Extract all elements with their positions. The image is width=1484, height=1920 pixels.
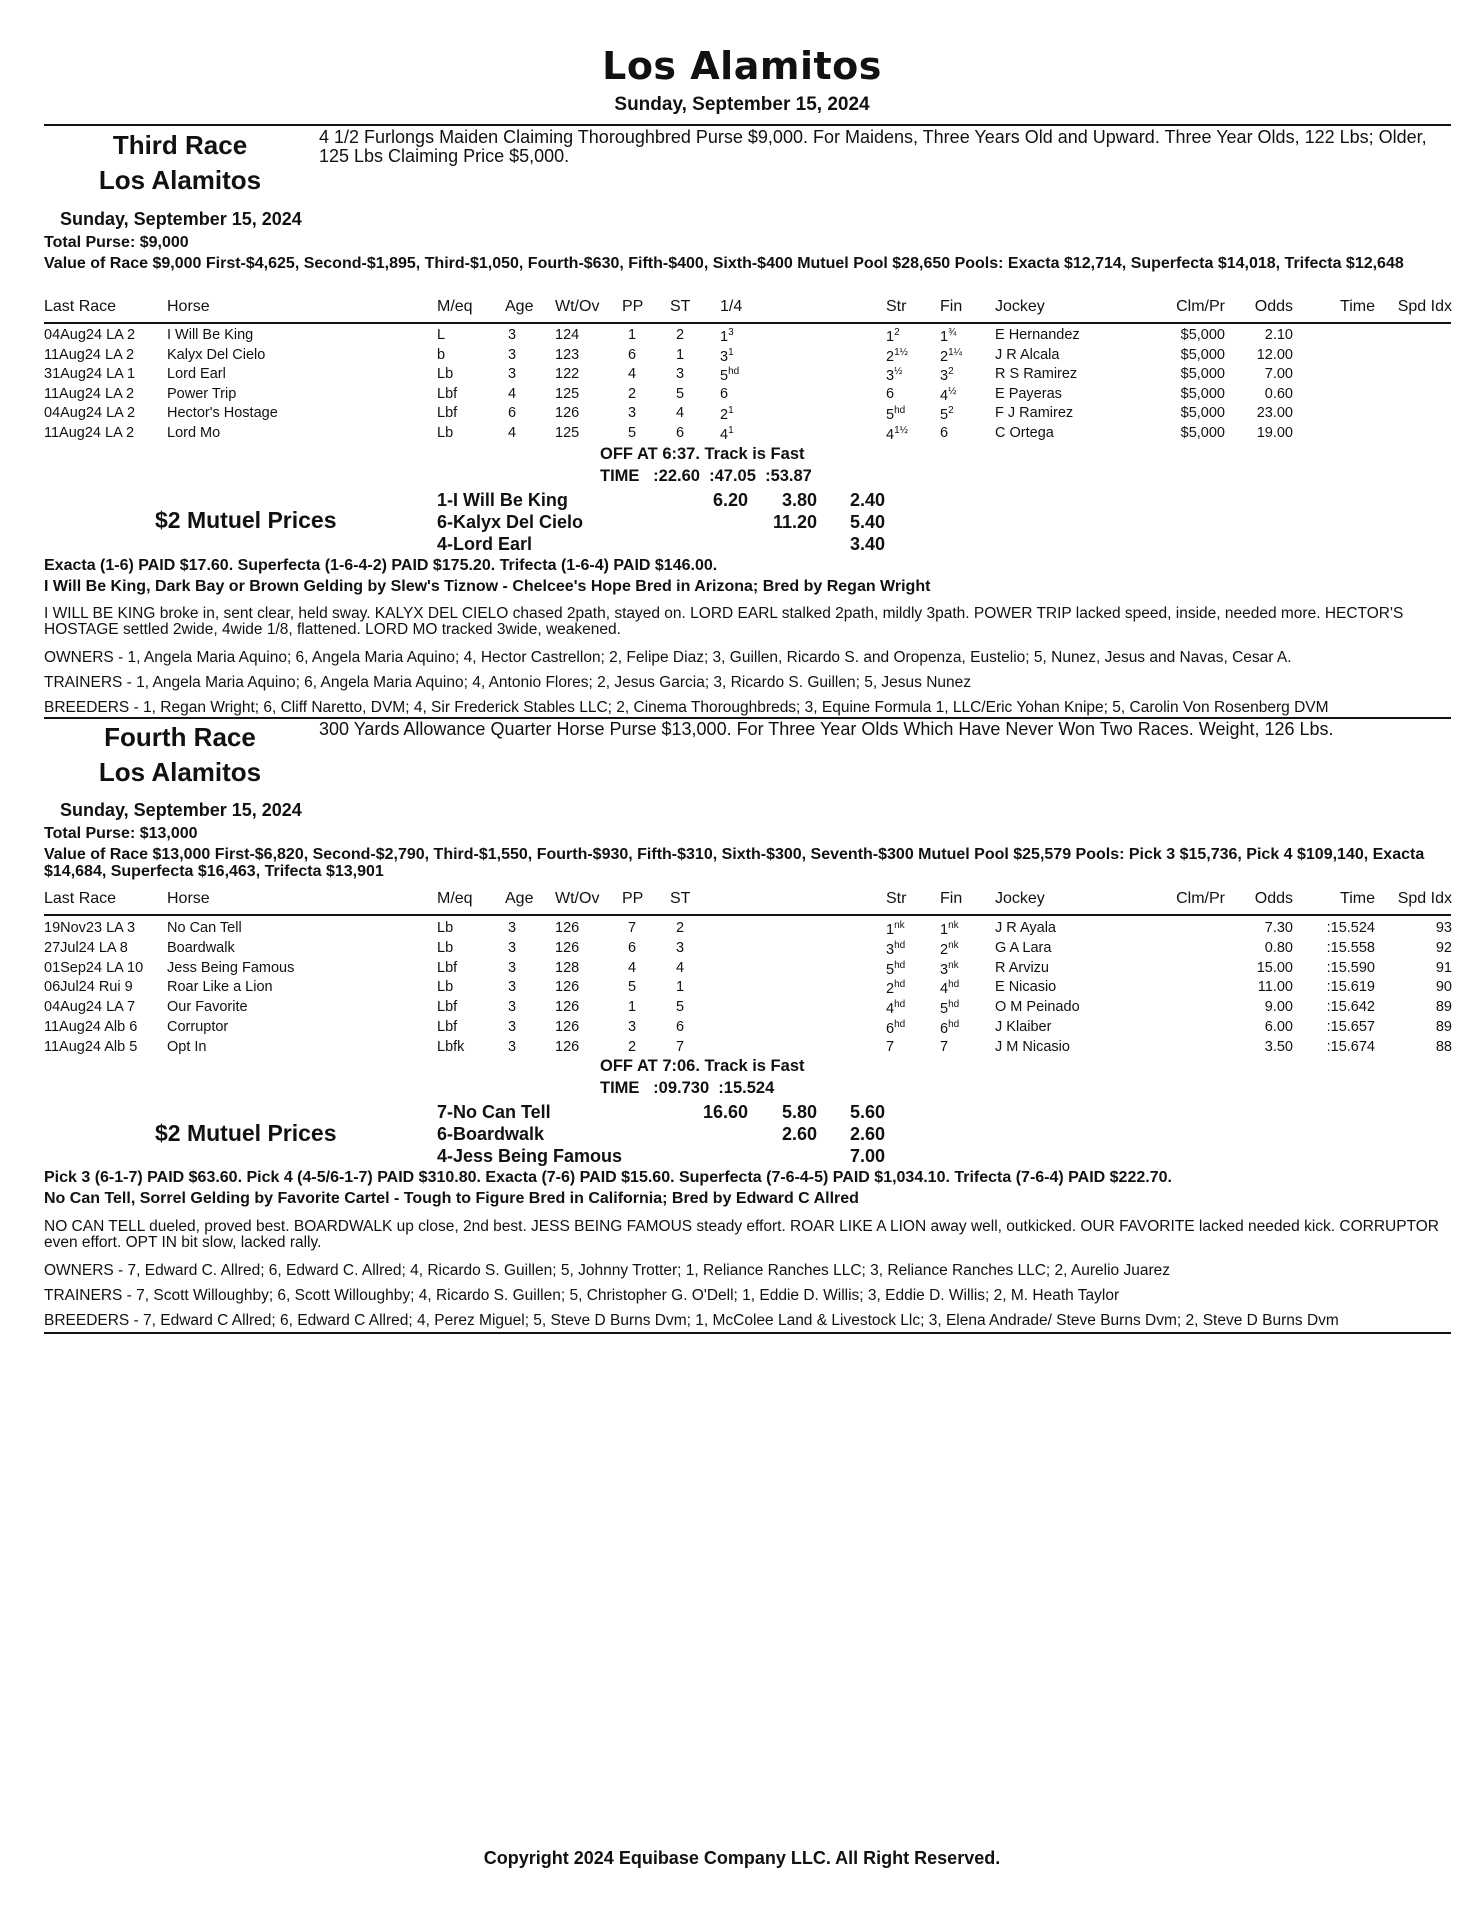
copyright: Copyright 2024 Equibase Company LLC. All Right Reserved. [483, 1848, 1001, 1868]
column-header: Clm/Pr [1176, 890, 1225, 907]
stretch-call-cell: $5^{hd}$ [886, 405, 906, 424]
weight-cell: 122 [555, 366, 580, 383]
horse-cell: I Will Be King [167, 327, 254, 343]
finish-cell: $3^2$ [940, 366, 954, 385]
weight-cell: 124 [555, 327, 580, 343]
st-cell: 4 [676, 959, 685, 976]
claim-price-cell: $5,000 [1180, 346, 1225, 363]
pp-cell: 7 [628, 920, 637, 936]
mutuel-show: 5.40 [849, 512, 885, 532]
jockey-cell: C Ortega [995, 425, 1054, 441]
stretch-call-cell: $4^{1\frac{1}{2}}$ [886, 425, 908, 443]
race4-mutuel-title: $2 Mutuel Prices [155, 1120, 337, 1146]
age-cell: 4 [508, 385, 517, 402]
jockey-cell: J Klaiber [995, 1019, 1052, 1035]
finish-cell: $4^{hd}$ [940, 979, 960, 998]
speed-index-cell: 88 [1435, 1038, 1452, 1055]
race3-trainers: TRAINERS - 1, Angela Maria Aquino; 6, Angela Maria Aquino; 4, Antonio Flores; 2, Jesus Garcia; 3, Ricardo S. Guillen; 5, Jesus Nunez [44, 674, 972, 691]
time-cell: :15.590 [1326, 959, 1375, 976]
odds-cell: 23.00 [1256, 405, 1293, 422]
claim-price-cell: $5,000 [1180, 366, 1225, 383]
quarter-call-cell: $4^1$ [720, 425, 734, 443]
race3-exotics: Exacta (1-6) PAID $17.60. Superfecta (1-6-4-2) PAID $175.20. Trifecta (1-6-4) PAID $146.00. [44, 557, 718, 574]
last-race-cell: 06Jul24 Rui 9 [44, 979, 133, 996]
odds-cell: 3.50 [1264, 1038, 1293, 1055]
quarter-call-cell: $2^1$ [720, 405, 734, 424]
race3-top-rule [44, 124, 1451, 126]
finish-cell: $2^{1\frac{1}{4}}$ [940, 346, 962, 365]
pp-cell: 3 [628, 405, 637, 422]
mutuel-place: 5.80 [781, 1102, 817, 1122]
mutuel-show: 2.40 [849, 490, 885, 510]
weight-cell: 128 [555, 959, 580, 976]
pp-cell: 6 [628, 939, 637, 956]
weight-cell: 125 [555, 425, 580, 441]
race3-total-purse: Total Purse: $9,000 [44, 234, 189, 251]
jockey-cell: R Arvizu [995, 959, 1049, 976]
horse-cell: Opt In [167, 1038, 207, 1055]
weight-cell: 126 [555, 1038, 580, 1055]
race3-title [44, 128, 316, 198]
column-header: Spd Idx [1397, 298, 1452, 315]
stretch-call-cell: $3^{hd}$ [886, 939, 906, 958]
stretch-call-cell: $6^{hd}$ [886, 1019, 906, 1037]
horse-cell: Corruptor [167, 1019, 229, 1035]
st-cell: 3 [676, 939, 685, 956]
column-header: Spd Idx [1397, 890, 1452, 907]
horse-cell: Roar Like a Lion [167, 979, 273, 996]
page-date: Sunday, September 15, 2024 [614, 94, 870, 115]
age-cell: 6 [508, 405, 517, 422]
page-title: Los Alamitos [602, 44, 882, 88]
finish-cell: $1^{nk}$ [940, 920, 959, 938]
pp-cell: 3 [628, 1019, 637, 1035]
column-header: Horse [167, 890, 210, 907]
age-cell: 3 [508, 920, 517, 936]
time-cell: :15.558 [1326, 939, 1375, 956]
time-cell: :15.524 [1326, 920, 1375, 936]
meq-cell: Lb [437, 939, 454, 956]
last-race-cell: 01Sep24 LA 10 [44, 959, 144, 976]
stretch-call-cell: $3^{\frac{1}{2}}$ [886, 366, 903, 385]
stretch-call-cell: $2^{1\frac{1}{2}}$ [886, 346, 908, 365]
speed-index-cell: 92 [1435, 939, 1452, 956]
st-cell: 1 [676, 979, 685, 996]
speed-index-cell: 93 [1435, 920, 1452, 936]
st-cell: 4 [676, 405, 685, 422]
mutuel-horse: 7-No Can Tell [437, 1102, 551, 1122]
race4-header-rule [44, 914, 1451, 916]
claim-price-cell: $5,000 [1180, 405, 1225, 422]
finish-cell: $5^2$ [940, 405, 954, 424]
claim-price-cell: $5,000 [1180, 327, 1225, 343]
meq-cell: b [437, 346, 446, 363]
mutuel-show: 7.00 [849, 1146, 885, 1166]
last-race-cell: 04Aug24 LA 2 [44, 327, 136, 343]
speed-index-cell: 89 [1435, 1019, 1452, 1035]
horse-cell: Jess Being Famous [167, 959, 295, 976]
mutuel-horse: 4-Lord Earl [437, 534, 533, 554]
pp-cell: 5 [628, 425, 637, 441]
horse-cell: Lord Mo [167, 425, 221, 441]
race3-conditions: 4 1/2 Furlongs Maiden Claiming Thoroughbred Purse $9,000. For Maidens, Three Years Old and Upward. Three Year Olds, 122 Lbs; Older, 125 Lbs Claiming Price $5,000. [319, 127, 1427, 166]
st-cell: 2 [676, 327, 685, 343]
st-cell: 1 [676, 346, 685, 363]
horse-cell: Kalyx Del Cielo [167, 346, 266, 363]
time-cell: :15.619 [1326, 979, 1375, 996]
race3-winner-info: I Will Be King, Dark Bay or Brown Gelding by Slew's Tiznow - Chelcee's Hope Bred in Arizona; Bred by Regan Wright [44, 578, 931, 595]
race3-mutuel-title: $2 Mutuel Prices [155, 507, 337, 533]
race4-off-time: OFF AT 7:06. Track is Fast [600, 1057, 805, 1075]
column-header: Fin [940, 890, 963, 907]
odds-cell: 0.60 [1264, 385, 1293, 402]
mutuel-show: 5.60 [849, 1102, 885, 1122]
odds-cell: 12.00 [1256, 346, 1293, 363]
column-header: Odds [1254, 890, 1293, 907]
column-header: M/eq [437, 298, 473, 315]
weight-cell: 126 [555, 979, 580, 996]
age-cell: 3 [508, 327, 517, 343]
horse-cell: Power Trip [167, 385, 237, 402]
age-cell: 3 [508, 939, 517, 956]
st-cell: 5 [676, 999, 685, 1016]
quarter-call-cell: $3^1$ [720, 346, 734, 365]
last-race-cell: 04Aug24 LA 7 [44, 999, 136, 1016]
last-race-cell: 11Aug24 LA 2 [44, 425, 135, 441]
st-cell: 2 [676, 920, 685, 936]
race3-track: Los Alamitos [98, 165, 262, 195]
pp-cell: 4 [628, 959, 637, 976]
time-cell: :15.642 [1326, 999, 1375, 1016]
age-cell: 4 [508, 425, 517, 441]
race4-track: Los Alamitos [98, 757, 262, 787]
meq-cell: Lbfk [437, 1038, 465, 1055]
horse-cell: Lord Earl [167, 366, 226, 383]
odds-cell: 19.00 [1256, 425, 1293, 441]
claim-price-cell: $5,000 [1180, 425, 1225, 441]
column-header: Age [505, 298, 534, 315]
race4-breeders: BREEDERS - 7, Edward C Allred; 6, Edward C Allred; 4, Perez Miguel; 5, Steve D Burns Dvm; 1, McColee Land & Livestock Llc; 3, Elena Andrade/ Steve Burns Dvm; 2, Steve D Burns Dvm [44, 1312, 1339, 1329]
column-header: Str [886, 890, 907, 907]
column-header: Horse [167, 298, 210, 315]
last-race-cell: 19Nov23 LA 3 [44, 920, 136, 936]
column-header: Last Race [44, 890, 117, 907]
meq-cell: Lbf [437, 385, 458, 402]
finish-cell: $1^{\frac{3}{4}}$ [940, 327, 957, 345]
column-header: Time [1340, 298, 1375, 315]
race4-title [44, 720, 316, 790]
st-cell: 6 [676, 1019, 685, 1035]
column-header: Wt/Ov [555, 890, 600, 907]
st-cell: 3 [676, 366, 685, 383]
jockey-cell: E Payeras [995, 385, 1062, 402]
race3-comment: I WILL BE KING broke in, sent clear, held sway. KALYX DEL CIELO chased 2path, stayed on. LORD EARL stalked 2path, mildly 3path. POWER TRIP lacked speed, inside, needed more. HECTOR'S HOSTAGE settled 2wide, 4wide 1/8, flattened. LORD MO tracked 3wide, weakened. [44, 605, 1404, 638]
meq-cell: Lbf [437, 999, 458, 1016]
last-race-cell: 11Aug24 LA 2 [44, 346, 135, 363]
last-race-cell: 27Jul24 LA 8 [44, 939, 128, 956]
race4-owners: OWNERS - 7, Edward C. Allred; 6, Edward C. Allred; 4, Ricardo S. Guillen; 5, Johnny Trotter; 1, Reliance Ranches LLC; 3, Reliance Ranches LLC; 2, Aurelio Juarez [44, 1262, 1170, 1279]
quarter-call-cell: 6 [720, 385, 729, 402]
mutuel-place: 2.60 [781, 1124, 817, 1144]
race4-total-purse: Total Purse: $13,000 [44, 825, 198, 842]
meq-cell: Lb [437, 366, 454, 383]
odds-cell: 7.00 [1264, 366, 1293, 383]
race4-bottom-rule [44, 1332, 1451, 1334]
weight-cell: 126 [555, 999, 580, 1016]
quarter-call-cell: $1^3$ [720, 327, 734, 345]
weight-cell: 123 [555, 346, 580, 363]
horse-cell: No Can Tell [167, 920, 242, 936]
jockey-cell: J R Ayala [995, 920, 1056, 936]
column-header: PP [622, 298, 644, 315]
column-header: ST [670, 890, 691, 907]
jockey-cell: O M Peinado [995, 999, 1080, 1016]
horse-cell: Our Favorite [167, 999, 248, 1016]
weight-cell: 126 [555, 1019, 580, 1035]
stretch-call-cell: $1^2$ [886, 327, 900, 345]
finish-cell: 7 [940, 1038, 949, 1055]
race3-value: Value of Race $9,000 First-$4,625, Second-$1,895, Third-$1,050, Fourth-$630, Fifth-$400, Sixth-$400 Mutuel Pool $28,650 Pools: Exacta $12,714, Superfecta $14,018, Trifecta $12,648 [44, 255, 1404, 272]
meq-cell: Lb [437, 920, 454, 936]
column-header: Wt/Ov [555, 298, 600, 315]
last-race-cell: 11Aug24 LA 2 [44, 385, 135, 402]
mutuel-show: 3.40 [849, 534, 885, 554]
mutuel-place: 3.80 [781, 490, 817, 510]
pp-cell: 1 [628, 999, 637, 1016]
column-header: Jockey [995, 298, 1045, 315]
time-cell: :15.674 [1326, 1038, 1375, 1055]
finish-cell: 6 [940, 425, 949, 441]
st-cell: 7 [676, 1038, 685, 1055]
race3-fractions: TIME :22.60 :47.05 :53.87 [600, 467, 812, 485]
weight-cell: 126 [555, 405, 580, 422]
mutuel-horse: 4-Jess Being Famous [437, 1146, 623, 1166]
column-header: Last Race [44, 298, 117, 315]
meq-cell: Lb [437, 425, 454, 441]
last-race-cell: 11Aug24 Alb 6 [44, 1019, 138, 1035]
time-cell: :15.657 [1326, 1019, 1375, 1035]
odds-cell: 7.30 [1264, 920, 1293, 936]
odds-cell: 15.00 [1256, 959, 1293, 976]
pp-cell: 4 [628, 366, 637, 383]
race4-value: Value of Race $13,000 First-$6,820, Second-$2,790, Third-$1,550, Fourth-$930, Fifth-$310, Sixth-$300, Seventh-$300 Mutuel Pool $25,579 Pools: Pick 3 $15,736, Pick 4 $109,140, Exacta $14,684, Superfecta $16,463, Trifecta $13,901 [44, 846, 1425, 880]
age-cell: 3 [508, 959, 517, 976]
age-cell: 3 [508, 1038, 517, 1055]
mutuel-win: 6.20 [712, 490, 748, 510]
pp-cell: 1 [628, 327, 637, 343]
odds-cell: 6.00 [1264, 1019, 1293, 1035]
finish-cell: $4^{\frac{1}{2}}$ [940, 385, 957, 404]
weight-cell: 126 [555, 939, 580, 956]
meq-cell: Lbf [437, 405, 458, 422]
odds-cell: 9.00 [1264, 999, 1293, 1016]
column-header: Clm/Pr [1176, 298, 1225, 315]
mutuel-win: 16.60 [702, 1102, 748, 1122]
weight-cell: 125 [555, 385, 580, 402]
race4-trainers: TRAINERS - 7, Scott Willoughby; 6, Scott Willoughby; 4, Ricardo S. Guillen; 5, Christopher G. O'Dell; 1, Eddie D. Willis; 3, Eddie D. Willis; 2, M. Heath Taylor [44, 1287, 1120, 1304]
speed-index-cell: 90 [1435, 979, 1452, 996]
meq-cell: L [437, 327, 446, 343]
race3-owners: OWNERS - 1, Angela Maria Aquino; 6, Angela Maria Aquino; 4, Hector Castrellon; 2, Felipe Diaz; 3, Guillen, Ricardo S. and Oropenza, Eustelio; 5, Nunez, Jesus and Navas, Cesar A. [44, 649, 1292, 666]
mutuel-horse: 6-Boardwalk [437, 1124, 545, 1144]
race4-exotics: Pick 3 (6-1-7) PAID $63.60. Pick 4 (4-5/6-1-7) PAID $310.80. Exacta (7-6) PAID $15.60. Superfecta (7-6-4-5) PAID $1,034.10. Trifecta (7-6-4) PAID $222.70. [44, 1169, 1172, 1186]
column-header: PP [622, 890, 644, 907]
meq-cell: Lb [437, 979, 454, 996]
race4-comment: NO CAN TELL dueled, proved best. BOARDWALK up close, 2nd best. JESS BEING FAMOUS steady effort. ROAR LIKE A LION away well, outkicked. OUR FAVORITE lacked needed kick. CORRUPTOR even effort. OPT IN bit slow, lacked rally. [44, 1218, 1439, 1251]
column-header: ST [670, 298, 691, 315]
column-header: Odds [1254, 298, 1293, 315]
finish-cell: $2^{nk}$ [940, 939, 959, 958]
column-header: Time [1340, 890, 1375, 907]
jockey-cell: R S Ramirez [995, 366, 1078, 383]
column-header: Jockey [995, 890, 1045, 907]
column-header: M/eq [437, 890, 473, 907]
horse-cell: Hector's Hostage [167, 405, 278, 422]
race3-breeders: BREEDERS - 1, Regan Wright; 6, Cliff Naretto, DVM; 4, Sir Frederick Stables LLC; 2, Cinema Thoroughbreds; 3, Equine Formula 1, LLC/Eric Yohan Knipe; 5, Carolin Von Rosenberg DVM [44, 699, 1329, 716]
jockey-cell: E Nicasio [995, 979, 1057, 996]
finish-cell: $3^{nk}$ [940, 959, 959, 978]
stretch-call-cell: $5^{hd}$ [886, 959, 906, 978]
st-cell: 6 [676, 425, 685, 441]
mutuel-horse: 1-I Will Be King [437, 490, 568, 510]
column-header: 1/4 [720, 298, 743, 315]
stretch-call-cell: $2^{hd}$ [886, 979, 906, 998]
meq-cell: Lbf [437, 959, 458, 976]
pp-cell: 2 [628, 385, 637, 402]
stretch-call-cell: $4^{hd}$ [886, 999, 906, 1018]
jockey-cell: E Hernandez [995, 327, 1080, 343]
last-race-cell: 11Aug24 Alb 5 [44, 1038, 138, 1055]
pp-cell: 2 [628, 1038, 637, 1055]
race4-winner-info: No Can Tell, Sorrel Gelding by Favorite Cartel - Tough to Figure Bred in California; Bred by Edward C Allred [44, 1190, 859, 1207]
finish-cell: $6^{hd}$ [940, 1019, 960, 1037]
odds-cell: 11.00 [1257, 979, 1293, 996]
horse-cell: Boardwalk [167, 939, 235, 956]
column-header: Age [505, 890, 534, 907]
pp-cell: 5 [628, 979, 637, 996]
mutuel-show: 2.60 [849, 1124, 885, 1144]
mutuel-horse: 6-Kalyx Del Cielo [437, 512, 584, 532]
column-header: Str [886, 298, 907, 315]
jockey-cell: G A Lara [995, 939, 1052, 956]
stretch-call-cell: $1^{nk}$ [886, 920, 905, 938]
age-cell: 3 [508, 346, 517, 363]
last-race-cell: 31Aug24 LA 1 [44, 366, 136, 383]
age-cell: 3 [508, 1019, 517, 1035]
race4-fractions: TIME :09.730 :15.524 [600, 1079, 775, 1097]
race4-conditions: 300 Yards Allowance Quarter Horse Purse $13,000. For Three Year Olds Which Have Never Won Two Races. Weight, 126 Lbs. [319, 719, 1334, 739]
pp-cell: 6 [628, 346, 637, 363]
race4-date: Sunday, September 15, 2024 [60, 800, 302, 820]
odds-cell: 2.10 [1264, 327, 1293, 343]
st-cell: 5 [676, 385, 685, 402]
age-cell: 3 [508, 366, 517, 383]
column-header: Fin [940, 298, 963, 315]
speed-index-cell: 91 [1435, 959, 1452, 976]
race3-date: Sunday, September 15, 2024 [60, 209, 302, 229]
speed-index-cell: 89 [1435, 999, 1452, 1016]
jockey-cell: J M Nicasio [995, 1038, 1070, 1055]
jockey-cell: F J Ramirez [995, 405, 1074, 422]
jockey-cell: J R Alcala [995, 346, 1060, 363]
age-cell: 3 [508, 979, 517, 996]
finish-cell: $5^{hd}$ [940, 999, 960, 1018]
odds-cell: 0.80 [1264, 939, 1293, 956]
race4-name: Fourth Race [104, 722, 256, 752]
age-cell: 3 [508, 999, 517, 1016]
stretch-call-cell: 6 [886, 385, 895, 402]
last-race-cell: 04Aug24 LA 2 [44, 405, 136, 422]
race3-off-time: OFF AT 6:37. Track is Fast [600, 445, 805, 463]
quarter-call-cell: $5^{hd}$ [720, 366, 740, 385]
stretch-call-cell: 7 [886, 1038, 895, 1055]
mutuel-place: 11.20 [772, 512, 817, 532]
race3-header-rule [44, 322, 1451, 324]
meq-cell: Lbf [437, 1019, 458, 1035]
claim-price-cell: $5,000 [1180, 385, 1225, 402]
weight-cell: 126 [555, 920, 580, 936]
race3-name: Third Race [112, 130, 248, 160]
